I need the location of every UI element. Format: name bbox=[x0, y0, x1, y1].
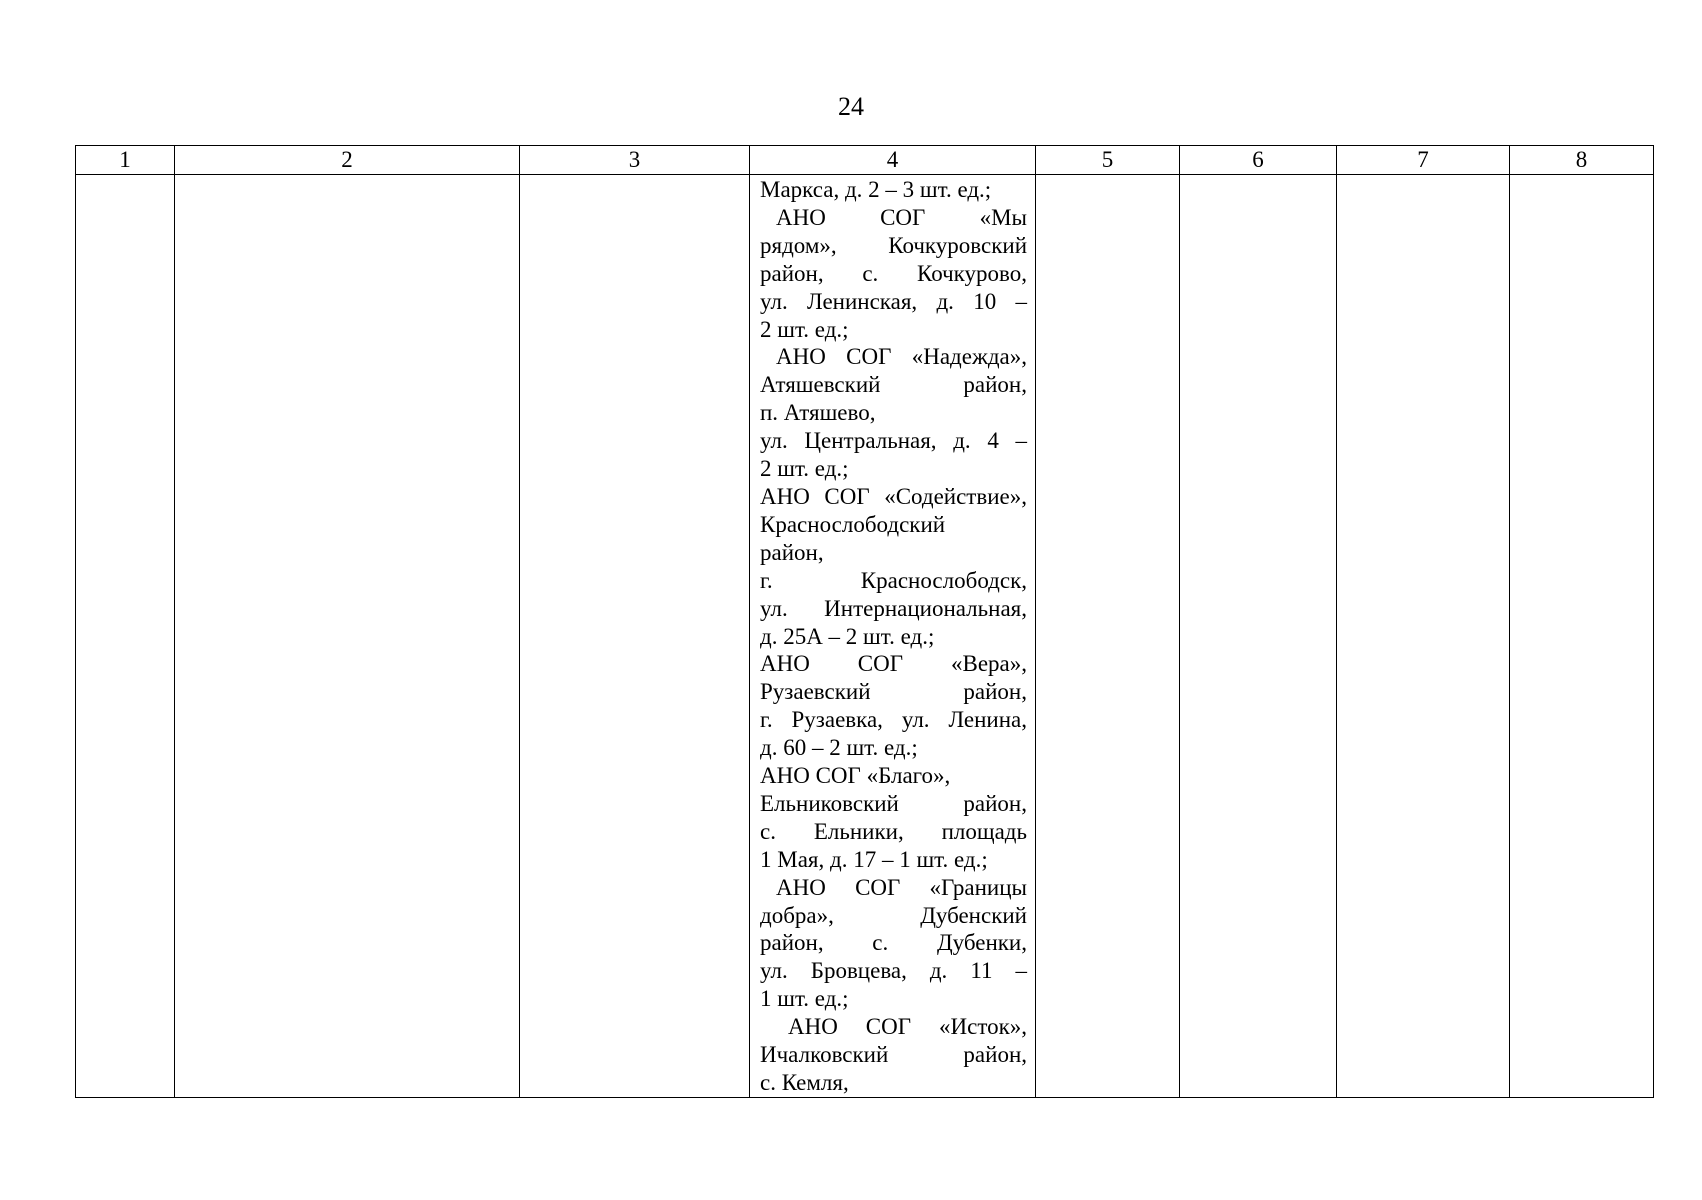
text-line: Маркса, д. 2 – 3 шт. ед.; bbox=[760, 177, 992, 202]
data-table bbox=[75, 145, 1654, 1098]
text-line: Ельниковский район, bbox=[760, 790, 1027, 816]
text-line: район, bbox=[760, 539, 824, 565]
column-header-3: 3 bbox=[520, 146, 750, 175]
text-line: ул. Бровцева, д. 11 – bbox=[760, 958, 1027, 984]
text-line: Атяшевский район, bbox=[760, 372, 1027, 398]
column-header-7: 7 bbox=[1337, 146, 1510, 175]
text-line: АНО СОГ «Благо», bbox=[760, 763, 951, 789]
cell-col-4 bbox=[750, 175, 1036, 1098]
cell-col-6 bbox=[1180, 175, 1337, 1098]
text-line: с. Кемля, bbox=[760, 1070, 849, 1095]
text-line: ул. Интернациональная, bbox=[760, 595, 1027, 621]
table-row bbox=[76, 175, 1654, 1098]
cell-col-3 bbox=[520, 175, 750, 1098]
text-line: добра», Дубенский bbox=[760, 902, 1027, 928]
text-line: АНО СОГ «Мы bbox=[776, 204, 1027, 230]
cell-col-1 bbox=[76, 175, 175, 1098]
cell-col-2 bbox=[175, 175, 520, 1098]
table-header-row bbox=[76, 146, 1654, 175]
text-line: 1 Мая, д. 17 – 1 шт. ед.; bbox=[760, 846, 988, 872]
text-line: ул. Центральная, д. 4 – bbox=[760, 428, 1027, 454]
text-line: 1 шт. ед.; bbox=[760, 986, 849, 1012]
text-line: с. Ельники, площадь bbox=[760, 818, 1027, 844]
column-header-8: 8 bbox=[1510, 146, 1654, 175]
text-line: г. Краснослободск, bbox=[760, 567, 1027, 593]
text-line: д. 25А – 2 шт. ед.; bbox=[760, 623, 935, 649]
column-header-2: 2 bbox=[175, 146, 520, 175]
cell-col-7 bbox=[1337, 175, 1510, 1098]
text-line: район, с. Дубенки, bbox=[760, 930, 1027, 956]
text-line: д. 60 – 2 шт. ед.; bbox=[760, 735, 918, 761]
text-line: АНО СОГ «Вера», bbox=[760, 651, 1027, 677]
cell-col-5 bbox=[1036, 175, 1180, 1098]
text-line: 2 шт. ед.; bbox=[760, 316, 849, 342]
text-line: Ичалковский район, bbox=[760, 1042, 1027, 1068]
cell-col-8 bbox=[1510, 175, 1654, 1098]
organization-list bbox=[750, 175, 1035, 1097]
text-line: АНО СОГ «Исток», bbox=[788, 1014, 1027, 1040]
text-line: АНО СОГ «Содействие», bbox=[760, 483, 1027, 509]
text-line: ул. Ленинская, д. 10 – bbox=[760, 288, 1027, 314]
text-line: п. Атяшево, bbox=[760, 400, 876, 426]
column-header-4: 4 bbox=[750, 146, 1036, 175]
text-line: рядом», Кочкуровский bbox=[760, 232, 1027, 258]
text-line: г. Рузаевка, ул. Ленина, bbox=[760, 707, 1027, 733]
text-line: район, с. Кочкурово, bbox=[760, 260, 1027, 286]
page-number: 24 bbox=[838, 92, 864, 121]
text-line: АНО СОГ «Надежда», bbox=[776, 344, 1027, 370]
text-line: АНО СОГ «Границы bbox=[776, 874, 1027, 900]
text-line: Рузаевский район, bbox=[760, 679, 1027, 705]
text-line: 2 шт. ед.; bbox=[760, 456, 849, 482]
column-header-6: 6 bbox=[1180, 146, 1337, 175]
column-header-5: 5 bbox=[1036, 146, 1180, 175]
text-line: Краснослободский bbox=[760, 511, 946, 537]
column-header-1: 1 bbox=[76, 146, 175, 175]
